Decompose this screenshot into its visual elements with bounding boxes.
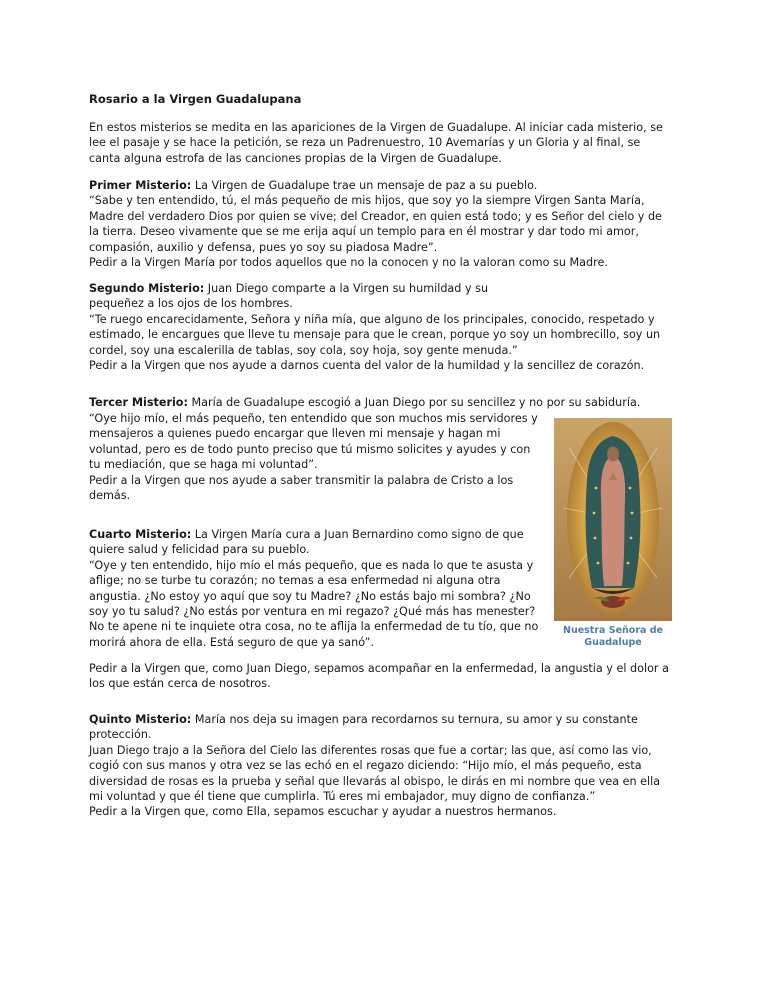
misterio-5-label: Quinto Misterio: — [89, 713, 192, 726]
misterio-5-summary: María nos deja su imagen para recordarnos su ternura, su amor y su constante protección. — [89, 713, 638, 742]
intro-paragraph — [89, 120, 673, 166]
misterio-4-quote: “Oye y ten entendido, hijo mío el más pequeño, que es nada lo que te asusta y aflige; no se turbe tu corazón; no temas a esa enfermedad ni alguna otra angustia. ¿No estoy yo aquí que soy tu Madre? ¿No estás bajo mi sombra? ¿No soy yo tu salud? ¿No estás por ventura en mi regazo? ¿Qué más has menester? No te apene ni te inquiete otra cosa, no te aflija la enfermedad de tu tío, que no morirá ahora de ella. Está seguro de que ya sanó”. — [89, 558, 539, 649]
misterio-5-quote: Juan Diego trajo a la Señora del Cielo las diferentes rosas que fue a cortar; las que, así como las vio, cogió con sus manos y otra vez se las echó en el regazo diciendo: “Hijo mío, el más pequeño, esta diversidad de rosas es la prueba y señal que llevarás al obispo, le dirás en mi nombre que vea en ella mi voluntad y que él tiene que cumplirla. Tú eres mi embajador, muy digno de confianza.” — [89, 743, 661, 804]
guadalupe-image — [554, 418, 672, 621]
misterio-1-summary-line — [89, 178, 673, 193]
guadalupe-illustration — [554, 418, 672, 621]
misterio-4-label: Cuarto Misterio: — [89, 528, 192, 541]
misterio-5 — [89, 712, 673, 820]
misterio-2-peticion: Pedir a la Virgen que nos ayude a darnos cuenta del valor de la humildad y la sencillez de corazón. — [89, 359, 645, 373]
misterio-2-label: Segundo Misterio: — [89, 282, 205, 295]
misterio-3-summary: María de Guadalupe escogió a Juan Diego por su sencillez y no por su sabiduría. — [187, 396, 641, 409]
misterio-2-summary-line — [89, 281, 489, 312]
misterio-5-summary-line — [89, 712, 673, 743]
misterio-1 — [89, 178, 673, 270]
misterio-4-peticion-block — [89, 661, 673, 692]
misterio-1-quote: “Sabe y ten entendido, tú, el más pequeño de mis hijos, que soy yo la siempre Virgen Santa María, Madre del verdadero Dios por quien se vive; del Creador, en quien está todo; y es Señor del cielo y de la tierra. Deseo vivamente que se me erija aquí un templo para en él mostrar y dar todo mi amor, compasión, auxilio y defensa, pues yo soy su piadosa Madre”. — [89, 194, 662, 254]
misterio-3-label: Tercer Misterio: — [89, 396, 188, 409]
misterio-1-summary: La Virgen de Guadalupe trae un mensaje de paz a su pueblo. — [191, 179, 538, 192]
misterio-3-peticion: Pedir a la Virgen que nos ayude a saber transmitir la palabra de Cristo a los demás. — [89, 473, 514, 503]
misterio-2 — [89, 281, 673, 373]
intro-text: En estos misterios se medita en las apariciones de la Virgen de Guadalupe. Al iniciar cada misterio, se lee el pasaje y se hace la petición, se reza un Padrenuestro, 10 Avemarías y un Gloria y al final, se canta alguna estrofa de las canciones propias de la Virgen de Guadalupe. — [89, 121, 663, 165]
misterio-4 — [89, 527, 545, 650]
misterio-3 — [89, 411, 545, 503]
guadalupe-caption: Nuestra Señora de Guadalupe — [563, 625, 663, 648]
misterio-1-peticion: Pedir a la Virgen María por todos aquellos que no la conocen y no la valoran como su Madre. — [89, 256, 608, 270]
document-title: Rosario a la Virgen Guadalupana — [89, 92, 302, 106]
guadalupe-figure — [552, 418, 674, 649]
misterio-4-peticion: Pedir a la Virgen que, como Juan Diego, sepamos acompañar en la enfermedad, la angustia y el dolor a los que están cerca de nosotros. — [89, 662, 669, 691]
misterio-3-summary-line — [89, 395, 673, 410]
misterio-3-quote: “Oye hijo mío, el más pequeño, ten entendido que son muchos mis servidores y mensajeros a quienes puedo encargar que lleven mi mensaje y hagan mi voluntad, pero es de todo punto preciso que tú mismo solicites y ayudes y con tu mediación, que se haga mi voluntad”. — [89, 412, 538, 472]
misterio-4-summary-line — [89, 527, 545, 558]
misterio-4-summary: La Virgen María cura a Juan Bernardino como signo de que quiere salud y felicidad para su pueblo. — [89, 528, 524, 557]
misterio-2-quote: “Te ruego encarecidamente, Señora y niña mía, que alguno de los principales, conocido, respetado y estimado, le encargues que lleve tu mensaje para que le crean, porque yo soy un hombrecillo, soy un cordel, soy una escalerilla de tablas, soy cola, soy hoja, soy gente menuda.” — [89, 312, 661, 357]
misterio-1-label: Primer Misterio: — [89, 179, 192, 192]
misterio-5-peticion: Pedir a la Virgen que, como Ella, sepamos escuchar y ayudar a nuestros hermanos. — [89, 805, 557, 819]
misterio-3-heading-line — [89, 395, 673, 410]
misterio-2-summary: Juan Diego comparte a la Virgen su humildad y su pequeñez a los ojos de los hombres. — [89, 282, 489, 311]
